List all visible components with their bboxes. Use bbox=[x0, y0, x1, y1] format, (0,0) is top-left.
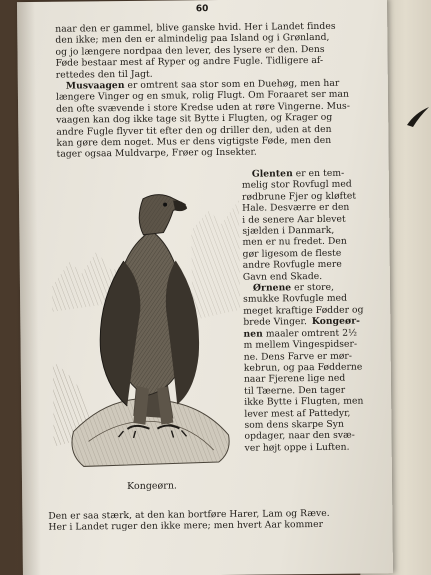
kongeoernen-line: som dens skarpe Syn bbox=[244, 418, 344, 431]
kongeoernen-body bbox=[244, 338, 385, 454]
glenten-line: Hale. Desværre er den bbox=[242, 201, 350, 214]
book-page bbox=[17, 0, 393, 575]
glenten-heading: Glenten bbox=[251, 168, 293, 180]
illustration-caption: Kongeørn. bbox=[127, 480, 177, 492]
kongeoernen-line: lever mest af Pattedyr, bbox=[244, 407, 351, 420]
glenten-body bbox=[242, 179, 383, 283]
kongeoernen-line: opdager, naar den svæ- bbox=[244, 429, 355, 443]
kongeoernen-line: kebrun, og paa Fødderne bbox=[243, 361, 363, 374]
oernene-body bbox=[243, 293, 383, 317]
glenten-line: men er nu fredet. Den bbox=[242, 236, 347, 249]
intro-line: den ikke; men den er almindelig paa Island og i Grønland, bbox=[55, 32, 330, 47]
musvaagen-line: tager ogsaa Muldvarpe, Frøer og Insekter. bbox=[56, 147, 257, 161]
intro-line: naar den er gammel, blive ganske hvid. Her i Landet findes bbox=[55, 20, 336, 35]
kongeoernen-line: naar Fjerene lige ned bbox=[243, 373, 346, 386]
kongeoernen-line: ikke Bytte i Flugten, men bbox=[244, 395, 364, 408]
musvaagen-heading: Musvaagen bbox=[65, 80, 125, 92]
glenten-line: sjælden i Danmark, bbox=[242, 224, 335, 237]
musvaagen-first-line-text: er omtrent saa stor som en Duehøg, men har bbox=[124, 77, 340, 92]
glenten-line: Gavn end Skade. bbox=[242, 270, 323, 283]
glenten-line: rødbrune Fjer og kløftet bbox=[241, 190, 357, 203]
kongeoernen-line-2-text: maaler omtrent 2½ bbox=[262, 327, 358, 340]
glenten-line: gør ligesom de fleste bbox=[242, 247, 342, 260]
oernene-line: smukke Rovfugle med bbox=[243, 293, 348, 306]
facing-page-ink-mark bbox=[405, 105, 431, 129]
intro-line: Føde bestaar mest af Ryper og andre Fugle. Tidligere af- bbox=[55, 55, 324, 69]
bottom-line: Den er saa stærk, at den kan bortføre Harer, Lam og Ræve. bbox=[48, 507, 330, 522]
musvaagen-line: længere Vinger og en smuk, rolig Flugt. Om Foraaret ser man bbox=[55, 89, 350, 104]
bottom-line: Her i Landet ruger den ikke mere; men hvert Aar kommer bbox=[48, 519, 324, 534]
kongeoernen-heading-part1: Kongeør- bbox=[311, 315, 361, 328]
kongeoernen-heading-part2: nen bbox=[243, 328, 263, 340]
kongeoernen-line: til Tæerne. Den tager bbox=[244, 384, 346, 397]
intro-paragraph bbox=[55, 20, 376, 80]
glenten-first-line-text: er en tem- bbox=[292, 167, 345, 180]
musvaagen-line: vaagen kan dog ikke tage sit Bytte i Flugten, og Krager og bbox=[56, 112, 333, 126]
kongeoernen-line: ne. Dens Farve er mør- bbox=[243, 350, 353, 363]
oernene-line: meget kraftige Fødder og bbox=[243, 304, 364, 317]
musvaagen-line: kan gøre dem noget. Mus er dens vigtigste Føde, men den bbox=[56, 134, 332, 149]
intro-line: rettedes den til Jagt. bbox=[55, 68, 153, 81]
oernene-heading: Ørnene bbox=[252, 282, 292, 294]
glenten-line: andre Rovfugle mere bbox=[242, 258, 342, 272]
right-column bbox=[242, 167, 385, 454]
glenten-line: i de senere Aar blevet bbox=[242, 213, 346, 226]
top-paragraphs bbox=[55, 20, 376, 160]
bottom-lines bbox=[48, 507, 388, 533]
golden-eagle-illustration bbox=[51, 190, 242, 472]
musvaagen-line: den ofte svævende i store Kredse uden at røre Vingerne. Mus- bbox=[56, 100, 351, 115]
page-number: 60 bbox=[195, 4, 209, 15]
glenten-line: melig stor Rovfugl med bbox=[241, 179, 352, 192]
musvaagen-paragraph bbox=[56, 77, 377, 160]
kongeoernen-line: ver højt oppe i Luften. bbox=[244, 441, 350, 454]
musvaagen-line: andre Fugle flyver tit efter den og driller den, uden at den bbox=[56, 123, 332, 138]
musvaagen-body bbox=[56, 89, 377, 161]
bottom-paragraph bbox=[48, 507, 388, 533]
kongeoernen-line: m mellem Vingespidser- bbox=[243, 338, 358, 351]
intro-line: og jo længere nordpaa den lever, des lysere er den. Dens bbox=[55, 43, 325, 58]
oernene-last-line: brede Vinger. bbox=[243, 316, 307, 329]
oernene-first-line-text: er store, bbox=[291, 281, 335, 294]
